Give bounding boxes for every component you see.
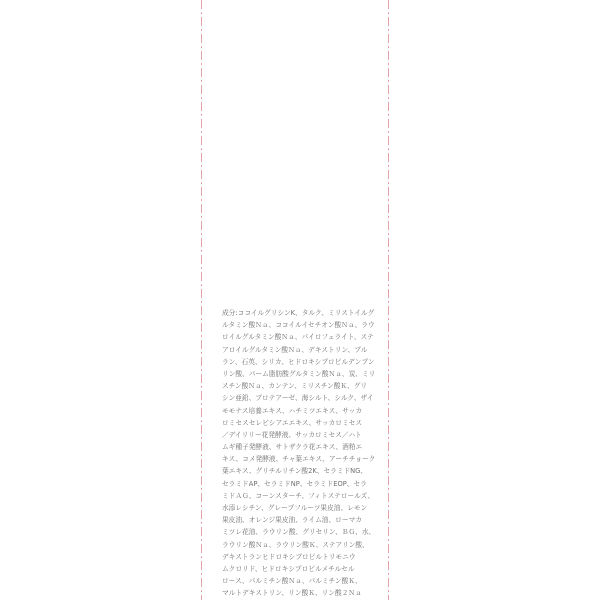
ingredient-line: モモナス培養エキス、ハチミツエキス、サッカ xyxy=(222,406,363,415)
ingredient-line: スチン酸Ｎａ、カンテン、ミリスチン酸Ｋ、グリ xyxy=(222,382,368,391)
ingredient-line: ムクロリド、ヒドロキシプロピルメチルセル xyxy=(222,564,355,573)
ingredient-line: ロイルグルタミン酸Ｎａ、パイロフェライト、ステ xyxy=(222,333,374,342)
ingredient-line: マルトデキストリン、リン酸Ｋ、リン酸２Ｎａ xyxy=(222,589,362,598)
ingredient-line: セラミドAP、セラミドNP、セラミドEOP、セラ xyxy=(222,479,367,488)
ingredient-line: キス、コメ発酵液、チャ葉エキス、アーチチョーク xyxy=(222,455,376,464)
ingredient-line: アロイルグルタミン酸Ｎａ、デキストリン、プル xyxy=(222,345,368,354)
ingredient-line: ロース、パルミチン酸Ｎａ、パルミチン酸Ｋ、 xyxy=(222,577,362,586)
ingredient-line: 葉エキス、グリチルリチン酸2K、セラミドNG、 xyxy=(222,467,368,476)
ingredient-line: リン酸、パーム脂肪酸グルタミン酸Ｎａ、炭、ミリ xyxy=(222,369,376,378)
ingredient-line: ムギ種子発酵液、サトザクラ花エキス、酒粕エ xyxy=(222,443,363,452)
ingredient-line: デキストランヒドロキシプロピルトリモニウ xyxy=(222,552,356,561)
ingredient-line: 果皮油、オレンジ果皮油、ライム油、ローマカ xyxy=(222,516,362,525)
ingredient-line: ルタミン酸Ｎａ、ココイルイセチオン酸Ｎａ、ラウ xyxy=(222,321,375,330)
ingredient-line: 成分:ココイルグリシンK、タルク、ミリストイルグ xyxy=(222,309,375,317)
ingredient-line: ロミセスセレビシアエエキス、サッカロミセス xyxy=(222,418,363,427)
ingredients-text-block xyxy=(222,307,382,600)
ingredient-line: ミドＡＧ、コーンスターチ、フィトステロールズ、 xyxy=(222,491,375,500)
ingredient-line: ラウリン酸Ｎａ、ラウリン酸Ｋ、ステアリン酸、 xyxy=(222,540,369,549)
ingredient-line: ラン、石英、シリカ、ヒドロキシプロピルデンプン xyxy=(222,357,375,366)
ingredient-line: ／デイリリー花発酵液、サッカロミセス／ハト xyxy=(222,430,362,439)
ingredient-line: ミツレ花油、ラウリン酸、グリセリン、ＢＧ、水、 xyxy=(222,528,376,537)
ingredient-line: 水添レシチン、グレープフルーツ果皮油、レモン xyxy=(222,504,368,512)
ingredient-line: シン亜鉛、プロテアーゼ、海シルト、シルク、ザイ xyxy=(222,394,374,403)
